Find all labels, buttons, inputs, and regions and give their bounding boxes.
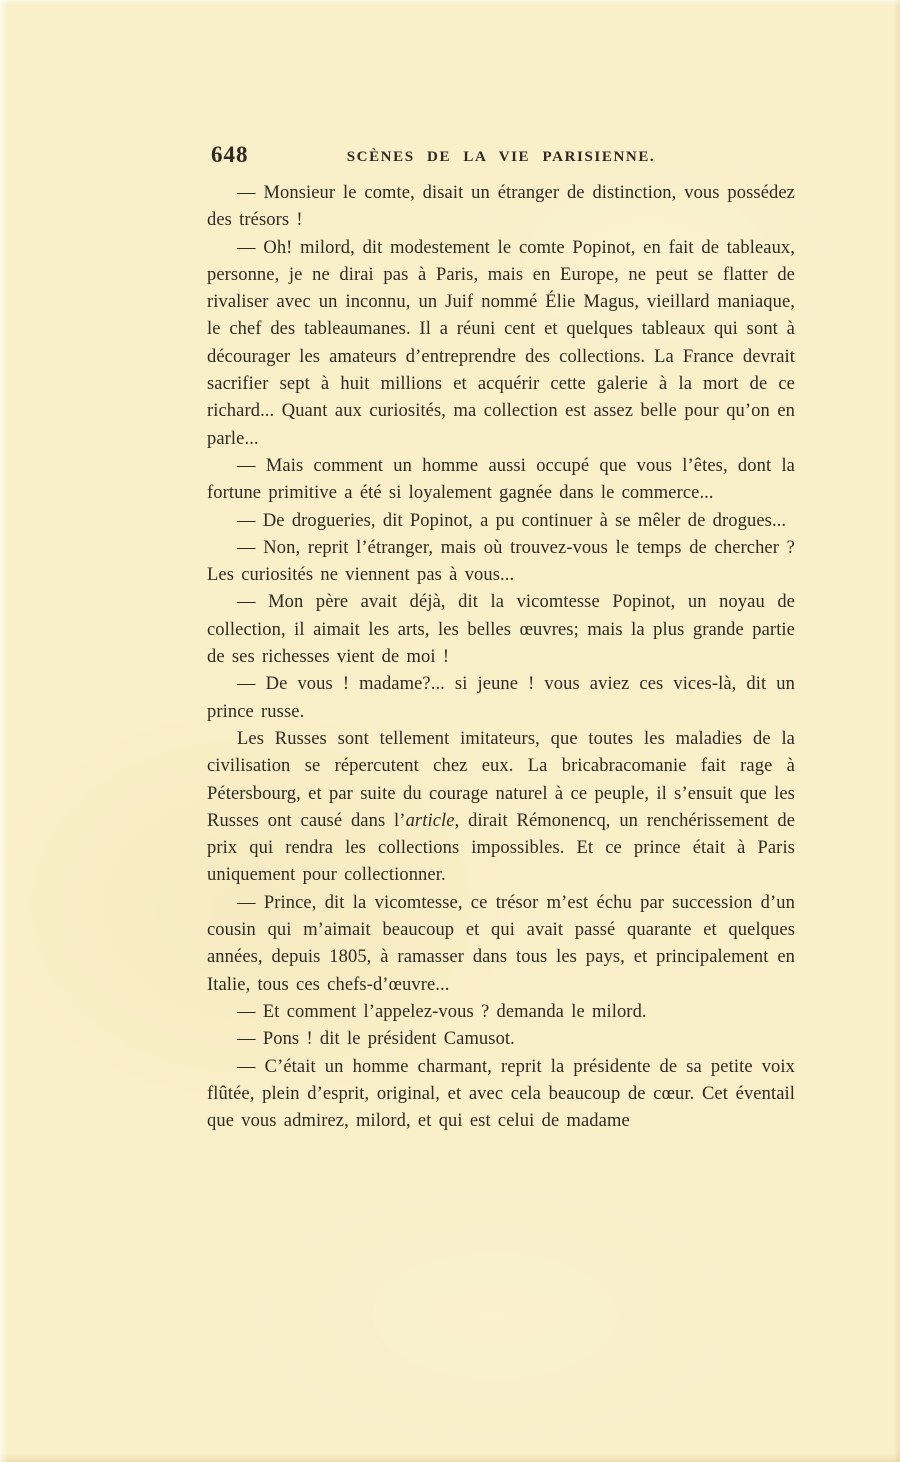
paragraph xyxy=(207,890,795,999)
text-run: — Non, reprit l’étranger, mais où trouvez-vous le temps de chercher ? Les curiosités ne viennent pas à vous... xyxy=(207,537,795,586)
text-run: — Pons ! dit le président Camusot. xyxy=(237,1029,515,1050)
page-header xyxy=(207,142,795,172)
text-run: — De vous ! madame?... si jeune ! vous aviez ces vices-là, dit un prince russe. xyxy=(207,674,795,722)
italic-text-run: article, xyxy=(405,810,460,831)
paragraph xyxy=(207,999,795,1026)
text-run: — Mon père avait déjà, dit la vicomtesse Popinot, un noyau de collection, il aimait les arts, les belles œuvres; mais la plus grande partie de ses richesses vient de moi ! xyxy=(207,592,795,668)
paragraph xyxy=(207,1054,795,1136)
text-run: — C’était un homme charmant, reprit la présidente de sa petite voix flûtée, plein d’esprit, original, et avec cela beaucoup de cœur. Cet éventail que vous admirez, milord, et qui est celui de madame xyxy=(207,1056,795,1132)
running-title: SCÈNES DE LA VIE PARISIENNE. xyxy=(346,149,656,165)
text-run: — Mais comment un homme aussi occupé que vous l’êtes, dont la fortune primitive a été si loyalement gagnée dans le commerce... xyxy=(207,455,795,504)
text-run: — Monsieur le comte, disait un étranger de distinction, vous possédez des trésors ! xyxy=(207,183,795,231)
paragraph xyxy=(207,671,795,726)
text-run: Les Russes sont tellement imitateurs, que toutes les maladies de la civilisation se répercutent chez eux. La bricabracomanie fait rage à Pétersbourg, et par suite du courage naturel à ce peuple, il s’ensuit que les Russes ont causé dans l’ xyxy=(207,728,795,831)
paragraph xyxy=(207,589,795,671)
text-run: — De drogueries, dit Popinot, a pu continuer à se mêler de drogues... xyxy=(237,510,787,531)
paragraph xyxy=(207,235,795,453)
page-number: 648 xyxy=(211,142,249,167)
text-run: — Oh! milord, dit modestement le comte Popinot, en fait de tableaux, personne, je ne dirai pas à Paris, mais en Europe, ne peut se flatter de rivaliser avec un inconnu, un Juif nommé Élie Magus, vieillard maniaque, le chef des tableaumanes. Il a réuni cent et quelques tableaux qui sont à décourager les amateurs d’entreprendre des collections. La France devrait sacrifier sept à huit millions et acquérir cette galerie à la mort de ce richard... Quant aux curiosités, ma collection est assez belle pour qu’on en parle... xyxy=(207,237,795,449)
paragraph xyxy=(207,1026,795,1053)
text-run: dirait Rémonencq, un renchérissement de prix qui rendra les collections impossibles. Et ce prince était à Paris uniquement pour collectionner. xyxy=(207,810,796,886)
text-run: — Prince, dit la vicomtesse, ce trésor m’est échu par succession d’un cousin qui m’aimait beaucoup et qui avait passé quarante et quelques années, depuis 1805, à ramasser dans tous les pays, et principalement en Italie, tous ces chefs-d’œuvre... xyxy=(207,892,795,995)
paragraph xyxy=(207,535,795,590)
paragraph xyxy=(207,508,795,535)
paragraph xyxy=(207,726,795,890)
text-block xyxy=(207,180,795,1135)
paragraph xyxy=(207,180,795,235)
text-run: — Et comment l’appelez-vous ? demanda le milord. xyxy=(237,1001,647,1022)
paragraph xyxy=(207,453,795,508)
